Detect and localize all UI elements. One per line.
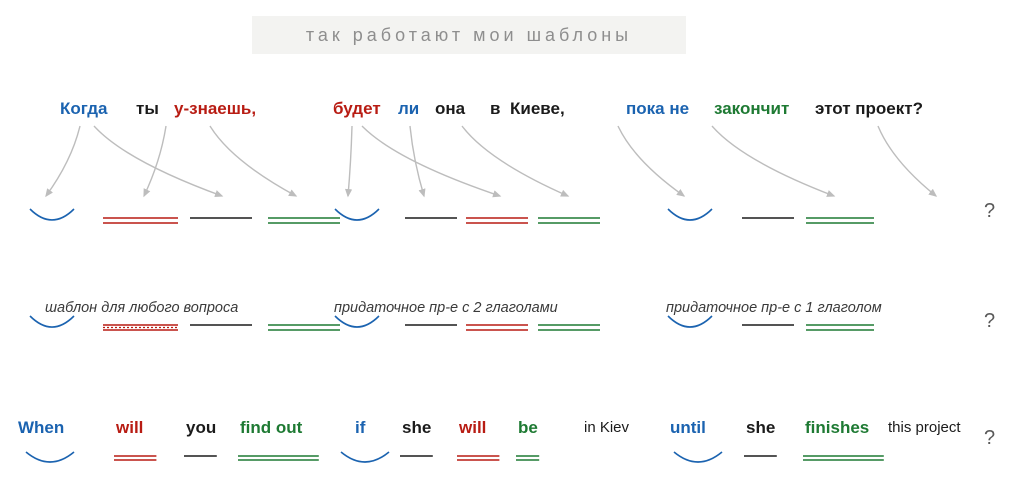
english-word: finishes bbox=[805, 418, 870, 437]
sentence-word: она bbox=[435, 99, 466, 118]
sentence-word: ты bbox=[136, 99, 159, 118]
connector-arrow bbox=[878, 126, 936, 196]
english-sentence bbox=[0, 416, 1024, 456]
connector-arrow bbox=[712, 126, 834, 196]
sentence-word: будет bbox=[333, 99, 381, 118]
connector-arrow bbox=[410, 126, 424, 196]
english-word: will bbox=[116, 418, 144, 437]
english-word: she bbox=[746, 418, 776, 437]
sentence-word: ли bbox=[398, 99, 420, 118]
sentence-word: Когда bbox=[60, 99, 108, 118]
row2-smile bbox=[668, 316, 712, 327]
english-word: When bbox=[18, 418, 65, 437]
english-word: you bbox=[186, 418, 217, 437]
question-mark: ? bbox=[984, 200, 996, 222]
title-band bbox=[252, 16, 686, 54]
english-word: find out bbox=[240, 418, 303, 437]
english-word: until bbox=[670, 418, 706, 437]
english-word: she bbox=[402, 418, 432, 437]
connector-arrow bbox=[210, 126, 296, 196]
question-mark: ? bbox=[984, 310, 996, 332]
english-word: if bbox=[355, 418, 366, 437]
connector-arrow bbox=[46, 126, 80, 196]
connector-arrow bbox=[462, 126, 568, 196]
row2-smile bbox=[30, 316, 74, 327]
english-word: will bbox=[459, 418, 487, 437]
connector-arrow bbox=[362, 126, 500, 196]
sentence-word: этот проект? bbox=[815, 99, 923, 118]
sentence-word: у-знаешь, bbox=[174, 99, 257, 118]
schema-caption: придаточное пр-е с 1 глаголом bbox=[666, 300, 882, 316]
row1-smile bbox=[30, 209, 74, 220]
arrow-group bbox=[46, 126, 936, 196]
english-word: be bbox=[518, 418, 538, 437]
row1-smile bbox=[668, 209, 712, 220]
schema-caption: придаточное пр-е с 2 глаголами bbox=[334, 300, 558, 316]
connector-arrow bbox=[94, 126, 222, 196]
english-word: this project bbox=[888, 419, 961, 436]
sentence-word: в bbox=[490, 99, 501, 118]
row2-smile bbox=[335, 316, 379, 327]
connector-arrow bbox=[618, 126, 684, 196]
row1-smile bbox=[335, 209, 379, 220]
connector-arrow bbox=[348, 126, 352, 196]
connector-arrow bbox=[144, 126, 166, 196]
russian-sentence bbox=[50, 92, 972, 126]
question-mark: ? bbox=[984, 427, 996, 449]
sentence-word: закончит bbox=[714, 99, 790, 118]
page-title: так работают мои шаблоны bbox=[305, 24, 633, 45]
sentence-word: пока не bbox=[626, 99, 690, 118]
schema-caption: шаблон для любого вопроса bbox=[45, 300, 239, 316]
english-word: in Kiev bbox=[584, 419, 630, 436]
sentence-word: Киеве, bbox=[510, 99, 565, 118]
